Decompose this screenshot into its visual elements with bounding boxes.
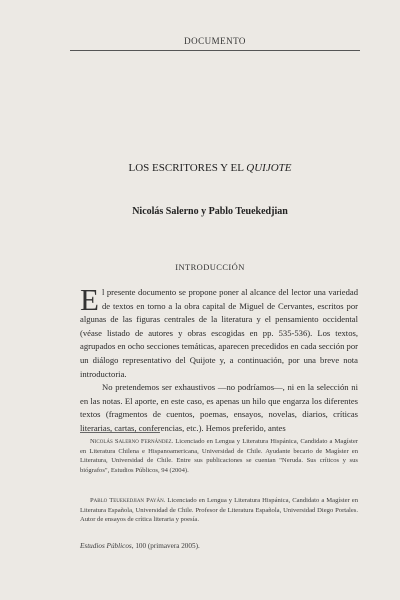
- header-rule: [70, 50, 360, 51]
- footnote-2-name: Pablo Teuekedjian Payán: [90, 497, 164, 504]
- title-prefix: LOS ESCRITORES Y EL: [128, 162, 247, 174]
- paragraph-1-text: l presente documento se propone poner al alcance del lector una variedad de textos en torno a la obra capital de Miguel de Cervantes, escritos por algunas de las figuras centrales de la literatura y el pensamiento occidental (véase listado de autores y obras escogidas en pp. 535-536). Los textos, agrupados en ocho secciones temáticas, aparecen precedidos en cada sección por un diálogo representativo del Quijote y, a continuación, por una breve nota introductoria.: [80, 287, 358, 379]
- paragraph-2: No pretendemos ser exhaustivos —no podríamos—, ni en la selección ni en las notas. El aporte, en este caso, es apenas un hilo que engarza los diferentes textos (fragmentos de cuentos, poemas, ensayos, novelas, diarios, críticas literarias, cartas, conferencias, etc.). Hemos preferido, antes: [80, 382, 358, 433]
- footnote-1-name: Nicolás Salerno Fernández: [90, 438, 172, 445]
- section-heading: INTRODUCCIÓN: [175, 262, 245, 272]
- journal-issue: , 100 (primavera 2005).: [131, 542, 200, 550]
- journal-name: Estudios Públicos: [80, 542, 132, 550]
- footnote-2-text: . Licenciado en Lengua y Literatura Hispánica, Candidato a Magíster en Literatura Española, Universidad de Chile. Profesor de Literatura Española, Universidad Diego Portales. Autor de ensayos de crítica literaria y poesía.: [80, 497, 358, 524]
- article-title: [40, 162, 380, 174]
- footnote-rule: [80, 432, 160, 433]
- article-authors: Nicolás Salerno y Pablo Teuekedjian: [132, 206, 288, 217]
- drop-cap: E: [80, 282, 99, 317]
- title-italic: QUIJOTE: [246, 162, 292, 174]
- running-head: DOCUMENTO: [184, 36, 246, 46]
- footnote-1-text: . Licenciado en Lengua y Literatura Hispánica, Candidato a Magíster en Literatura Chilena e Hispanoamericana, Universidad de Chile. Ayudante becario de Magíster en Literatura, Universidad de Chile. Entre sus publicaciones se cuentan "Neruda. Sus críticos y sus biógrafos", Estudios Públicos, 94 (2004).: [80, 438, 358, 474]
- footnote-2: [80, 496, 358, 525]
- footnote-1: [80, 437, 358, 475]
- body-text: [80, 282, 358, 436]
- paragraph-1: [80, 282, 358, 381]
- journal-footer: [80, 542, 358, 550]
